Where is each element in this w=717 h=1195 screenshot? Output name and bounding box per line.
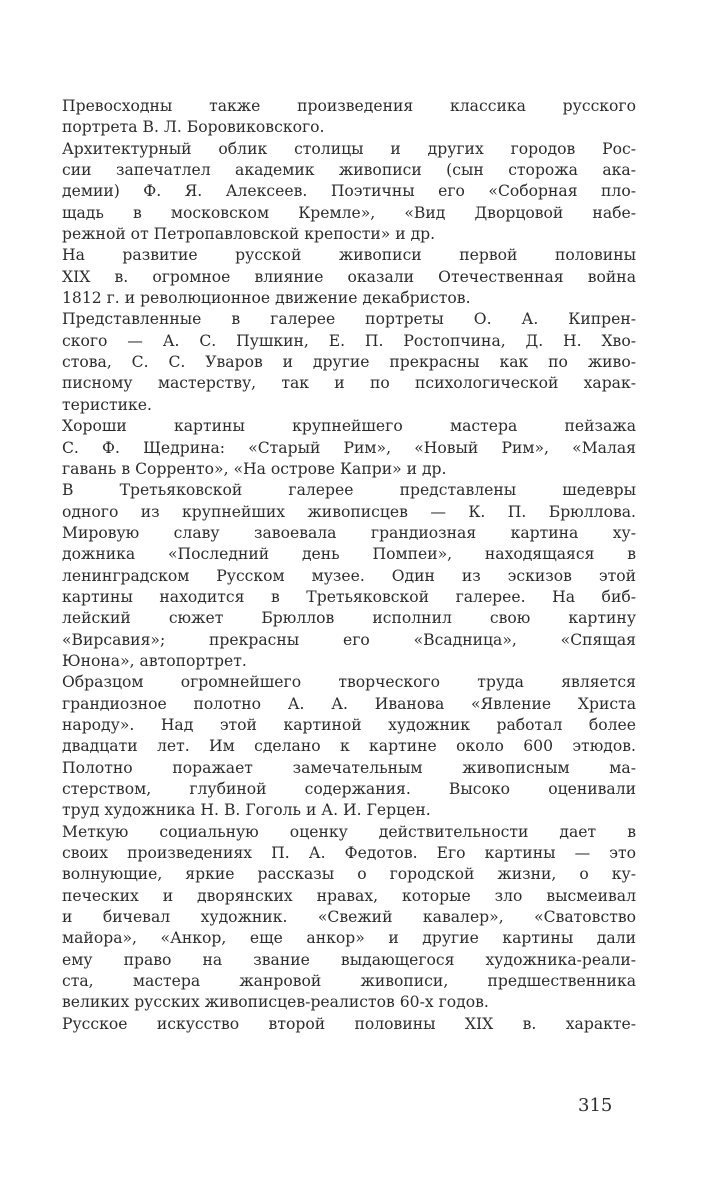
text-line: демии) Ф. Я. Алексеев. Поэтичны его «Соборная пло-: [62, 182, 636, 201]
text-line: ста, мастера жанровой живописи, предшественника: [62, 972, 636, 991]
text-line: сии запечатлел академик живописи (сын сторожа ака-: [62, 161, 636, 180]
text-line: своих произведениях П. А. Федотов. Его картины — это: [62, 844, 636, 863]
text-line: и бичевал художник. «Свежий кавалер», «Сватовство: [62, 908, 636, 927]
text-line: лейский сюжет Брюллов исполнил свою картину: [62, 609, 636, 628]
text-line: В Третьяковской галерее представлены шедевры: [62, 481, 636, 500]
text-line: 1812 г. и революционное движение декабристов.: [62, 289, 471, 308]
text-line: картины находится в Третьяковской галерее. На биб-: [62, 587, 636, 606]
text-line: писному мастерству, так и по психологической харак-: [62, 374, 636, 393]
text-line: Превосходны также произведения классика русского: [62, 97, 636, 115]
text-line: щадь в московском Кремле», «Вид Дворцовой набе-: [62, 203, 636, 222]
text-line: печеских и дворянских нравах, которые зло высмеивал: [62, 886, 636, 905]
text-line: Представленные в галерее портреты О. А. Кипрен-: [62, 310, 636, 329]
text-line: волнующие, яркие рассказы о городской жизни, о ку-: [62, 865, 636, 884]
text-line: Архитектурный облик столицы и других городов Рос-: [62, 139, 636, 158]
text-line: труд художника Н. В. Гоголь и А. И. Герцен.: [62, 801, 431, 820]
text-line: режной от Петропавловской крепости» и др.: [62, 225, 436, 244]
text-line: XIX в. огромное влияние оказали Отечественная война: [62, 267, 636, 286]
text-line: Русское искусство второй половины XIX в. характе-: [62, 1014, 636, 1033]
page-number: 315: [578, 1095, 613, 1116]
text-line: одного из крупнейших живописцев — К. П. Брюллова.: [62, 502, 636, 521]
text-line: Полотно поражает замечательным живописным ма-: [62, 758, 636, 777]
text-line: «Вирсавия»; прекрасны его «Всадница», «Спящая: [62, 630, 636, 649]
text-line: ленинградском Русском музее. Один из эскизов этой: [62, 566, 636, 585]
text-line: ского — А. С. Пушкин, Е. П. Ростопчина, Д. Н. Хво-: [62, 331, 636, 350]
text-line: Хороши картины крупнейшего мастера пейзажа: [62, 417, 636, 436]
text-line: дожника «Последний день Помпеи», находящаяся в: [62, 545, 636, 564]
text-line: народу». Над этой картиной художник работал более: [62, 715, 636, 734]
text-line: Меткую социальную оценку действительности дает в: [62, 822, 636, 841]
text-line: С. Ф. Щедрина: «Старый Рим», «Новый Рим», «Малая: [62, 438, 636, 457]
text-line: Юнона», автопортрет.: [62, 651, 247, 670]
text-line: гавань в Сорренто», «На острове Капри» и др.: [62, 459, 447, 478]
text-line: Мировую славу завоевала грандиозная картина ху-: [62, 523, 636, 542]
text-line: Образцом огромнейшего творческого труда является: [62, 673, 636, 692]
text-line: майора», «Анкор, еще анкор» и другие картины дали: [62, 929, 636, 948]
text-line: стерством, глубиной содержания. Высоко оценивали: [62, 780, 636, 798]
text-line: На развитие русской живописи первой половины: [62, 246, 636, 265]
text-line: ему право на звание выдающегося художника-реали-: [62, 950, 636, 969]
text-line: теристике.: [62, 395, 152, 414]
text-line: портрета В. Л. Боровиковского.: [62, 118, 325, 137]
text-line: двадцати лет. Им сделано к картине около 600 этюдов.: [62, 737, 636, 756]
page-body: [62, 96, 636, 1035]
text-line: грандиозное полотно А. А. Иванова «Явление Христа: [62, 694, 636, 713]
text-line: великих русских живописцев-реалистов 60-х годов.: [62, 993, 489, 1012]
text-line: стова, С. С. Уваров и другие прекрасны как по живо-: [62, 353, 636, 372]
